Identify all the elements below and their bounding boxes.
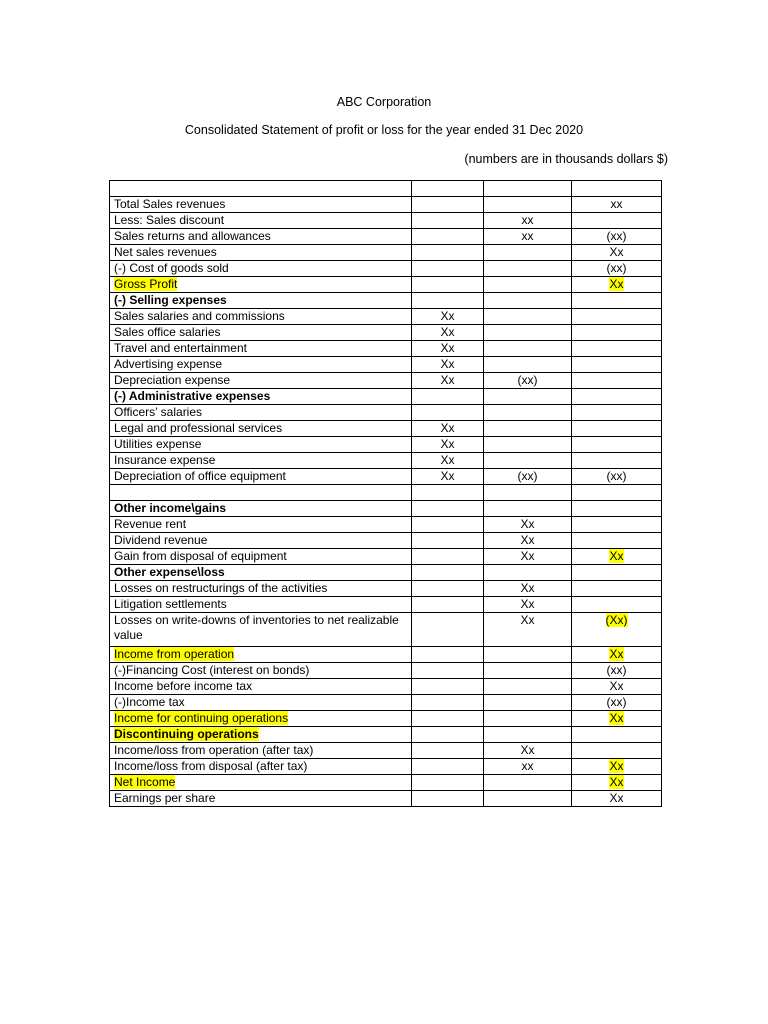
col1-value (412, 727, 484, 743)
col1-value (412, 743, 484, 759)
row-label: Gain from disposal of equipment (110, 549, 412, 565)
col3-value (572, 405, 662, 421)
highlighted-label: Income from operation (114, 647, 235, 661)
col1-value: Xx (412, 437, 484, 453)
table-row (110, 597, 662, 613)
table-row (110, 245, 662, 261)
col1-value (412, 197, 484, 213)
col1-value (412, 679, 484, 695)
col3-value (572, 597, 662, 613)
col3-value (572, 533, 662, 549)
col3-value (572, 421, 662, 437)
income-statement-table (109, 180, 662, 807)
col2-value: xx (484, 759, 572, 775)
highlighted-label: Net Income (114, 775, 176, 789)
col2-value (484, 293, 572, 309)
col2-value (484, 341, 572, 357)
col1-value: Xx (412, 309, 484, 325)
col1-value (412, 759, 484, 775)
col2-value (484, 405, 572, 421)
row-label: Total Sales revenues (110, 197, 412, 213)
units-note: (numbers are in thousands dollars $) (464, 152, 668, 166)
table-row (110, 517, 662, 533)
col3-value (572, 309, 662, 325)
col2-value (484, 695, 572, 711)
row-label: Income/loss from operation (after tax) (110, 743, 412, 759)
col3-value (572, 549, 662, 565)
highlighted-value: Xx (609, 277, 624, 291)
col1-value (412, 389, 484, 405)
row-label: (-)Financing Cost (interest on bonds) (110, 663, 412, 679)
col2-value (484, 679, 572, 695)
section-heading: Other income\gains (110, 501, 412, 517)
col2-value: (xx) (484, 373, 572, 389)
row-label: Sales returns and allowances (110, 229, 412, 245)
col1-value (412, 647, 484, 663)
col3-value: Xx (572, 245, 662, 261)
col1-value (412, 581, 484, 597)
col2-value: Xx (484, 581, 572, 597)
row-label: Net sales revenues (110, 245, 412, 261)
table-row (110, 581, 662, 597)
col1-value (412, 245, 484, 261)
col1-value: Xx (412, 325, 484, 341)
row-label: Depreciation expense (110, 373, 412, 389)
col2-value (484, 711, 572, 727)
col1-value (412, 501, 484, 517)
row-label: Earnings per share (110, 791, 412, 807)
col3-value (572, 485, 662, 501)
col3-value (572, 501, 662, 517)
table-row (110, 229, 662, 245)
table-row (110, 357, 662, 373)
col2-value (484, 181, 572, 197)
col2-value (484, 309, 572, 325)
col1-value: Xx (412, 373, 484, 389)
col1-value (412, 229, 484, 245)
row-label: Losses on write-downs of inventories to net realizable value (110, 613, 412, 647)
row-label: (-)Income tax (110, 695, 412, 711)
col3-value (572, 711, 662, 727)
col2-value (484, 647, 572, 663)
col3-value (572, 647, 662, 663)
table-row (110, 663, 662, 679)
row-label (110, 181, 412, 197)
row-label: Income before income tax (110, 679, 412, 695)
table-row (110, 373, 662, 389)
table-row (110, 453, 662, 469)
table-row (110, 261, 662, 277)
col3-value (572, 293, 662, 309)
table-row (110, 405, 662, 421)
table-row (110, 469, 662, 485)
table-row (110, 549, 662, 565)
table-row (110, 565, 662, 581)
col1-value (412, 663, 484, 679)
col1-value (412, 549, 484, 565)
table-row (110, 389, 662, 405)
col1-value: Xx (412, 469, 484, 485)
col2-value (484, 663, 572, 679)
statement-title: Consolidated Statement of profit or loss for the year ended 31 Dec 2020 (184, 123, 584, 137)
table-row (110, 533, 662, 549)
col2-value (484, 565, 572, 581)
col1-value: Xx (412, 453, 484, 469)
col1-value: Xx (412, 341, 484, 357)
row-label (110, 485, 412, 501)
row-label: Advertising expense (110, 357, 412, 373)
table-row (110, 309, 662, 325)
table-row (110, 613, 662, 647)
col2-value: xx (484, 229, 572, 245)
col2-value: Xx (484, 517, 572, 533)
col1-value (412, 277, 484, 293)
col3-value (572, 325, 662, 341)
row-label: Insurance expense (110, 453, 412, 469)
row-label: Utilities expense (110, 437, 412, 453)
company-name: ABC Corporation (336, 95, 432, 109)
table-row (110, 775, 662, 791)
table-row (110, 341, 662, 357)
highlighted-value: Xx (609, 759, 624, 773)
col1-value (412, 613, 484, 647)
row-label (110, 775, 412, 791)
col1-value (412, 695, 484, 711)
col2-value (484, 197, 572, 213)
col3-value (572, 759, 662, 775)
col3-value (572, 775, 662, 791)
row-label: Litigation settlements (110, 597, 412, 613)
col3-value (572, 565, 662, 581)
col1-value (412, 791, 484, 807)
col2-value: Xx (484, 613, 572, 647)
col2-value: Xx (484, 597, 572, 613)
col1-value: Xx (412, 357, 484, 373)
table-row (110, 743, 662, 759)
col2-value (484, 357, 572, 373)
row-label: Less: Sales discount (110, 213, 412, 229)
col3-value (572, 613, 662, 647)
table-row (110, 213, 662, 229)
row-label (110, 711, 412, 727)
section-heading (110, 727, 412, 743)
highlighted-value: Xx (609, 647, 624, 661)
row-label: Depreciation of office equipment (110, 469, 412, 485)
highlighted-value: Xx (609, 711, 624, 725)
col1-value (412, 181, 484, 197)
col1-value: Xx (412, 421, 484, 437)
col1-value (412, 405, 484, 421)
table-row (110, 679, 662, 695)
col2-value (484, 501, 572, 517)
col2-value: Xx (484, 743, 572, 759)
col3-value (572, 389, 662, 405)
col2-value (484, 437, 572, 453)
col3-value (572, 213, 662, 229)
highlighted-value: Xx (609, 549, 624, 563)
col3-value: Xx (572, 791, 662, 807)
col3-value (572, 517, 662, 533)
col3-value (572, 581, 662, 597)
highlighted-label: Gross Profit (114, 277, 178, 291)
col2-value (484, 277, 572, 293)
col1-value (412, 533, 484, 549)
col3-value (572, 453, 662, 469)
section-heading: (-) Administrative expenses (110, 389, 412, 405)
col3-value: (xx) (572, 695, 662, 711)
row-label: Sales office salaries (110, 325, 412, 341)
col3-value (572, 181, 662, 197)
row-label: Income/loss from disposal (after tax) (110, 759, 412, 775)
col3-value (572, 341, 662, 357)
table-row (110, 791, 662, 807)
col3-value (572, 437, 662, 453)
col1-value (412, 711, 484, 727)
row-label: Legal and professional services (110, 421, 412, 437)
row-label: (-) Cost of goods sold (110, 261, 412, 277)
col2-value (484, 245, 572, 261)
col2-value (484, 261, 572, 277)
col2-value (484, 727, 572, 743)
section-heading: (-) Selling expenses (110, 293, 412, 309)
table-row (110, 759, 662, 775)
section-heading: Other expense\loss (110, 565, 412, 581)
table-row (110, 695, 662, 711)
table-row (110, 501, 662, 517)
col3-value (572, 727, 662, 743)
col2-value (484, 775, 572, 791)
row-label: Travel and entertainment (110, 341, 412, 357)
col3-value: Xx (572, 679, 662, 695)
table-row (110, 325, 662, 341)
col2-value (484, 325, 572, 341)
col2-value: Xx (484, 549, 572, 565)
col1-value (412, 597, 484, 613)
table-row (110, 421, 662, 437)
table-row (110, 727, 662, 743)
col2-value (484, 421, 572, 437)
highlighted-label: Discontinuing operations (114, 727, 259, 741)
col2-value: xx (484, 213, 572, 229)
col2-value: (xx) (484, 469, 572, 485)
col3-value: (xx) (572, 229, 662, 245)
table-row (110, 485, 662, 501)
col3-value (572, 743, 662, 759)
col1-value (412, 775, 484, 791)
col3-value: xx (572, 197, 662, 213)
col3-value: (xx) (572, 469, 662, 485)
highlighted-value: (Xx) (605, 613, 628, 627)
col2-value (484, 485, 572, 501)
row-label: Officers’ salaries (110, 405, 412, 421)
col3-value (572, 277, 662, 293)
col3-value: (xx) (572, 663, 662, 679)
highlighted-label: Income for continuing operations (114, 711, 289, 725)
table-row (110, 197, 662, 213)
row-label: Revenue rent (110, 517, 412, 533)
table-row (110, 647, 662, 663)
col3-value (572, 373, 662, 389)
row-label (110, 647, 412, 663)
table-row (110, 437, 662, 453)
col1-value (412, 565, 484, 581)
col3-value (572, 357, 662, 373)
row-label: Dividend revenue (110, 533, 412, 549)
col2-value (484, 791, 572, 807)
col1-value (412, 213, 484, 229)
table-row (110, 181, 662, 197)
table-row (110, 277, 662, 293)
row-label: Losses on restructurings of the activities (110, 581, 412, 597)
col1-value (412, 485, 484, 501)
row-label (110, 277, 412, 293)
col2-value (484, 389, 572, 405)
row-label: Sales salaries and commissions (110, 309, 412, 325)
table-row (110, 293, 662, 309)
col3-value: (xx) (572, 261, 662, 277)
col1-value (412, 517, 484, 533)
table-row (110, 711, 662, 727)
col1-value (412, 261, 484, 277)
col2-value (484, 453, 572, 469)
highlighted-value: Xx (609, 775, 624, 789)
col1-value (412, 293, 484, 309)
col2-value: Xx (484, 533, 572, 549)
